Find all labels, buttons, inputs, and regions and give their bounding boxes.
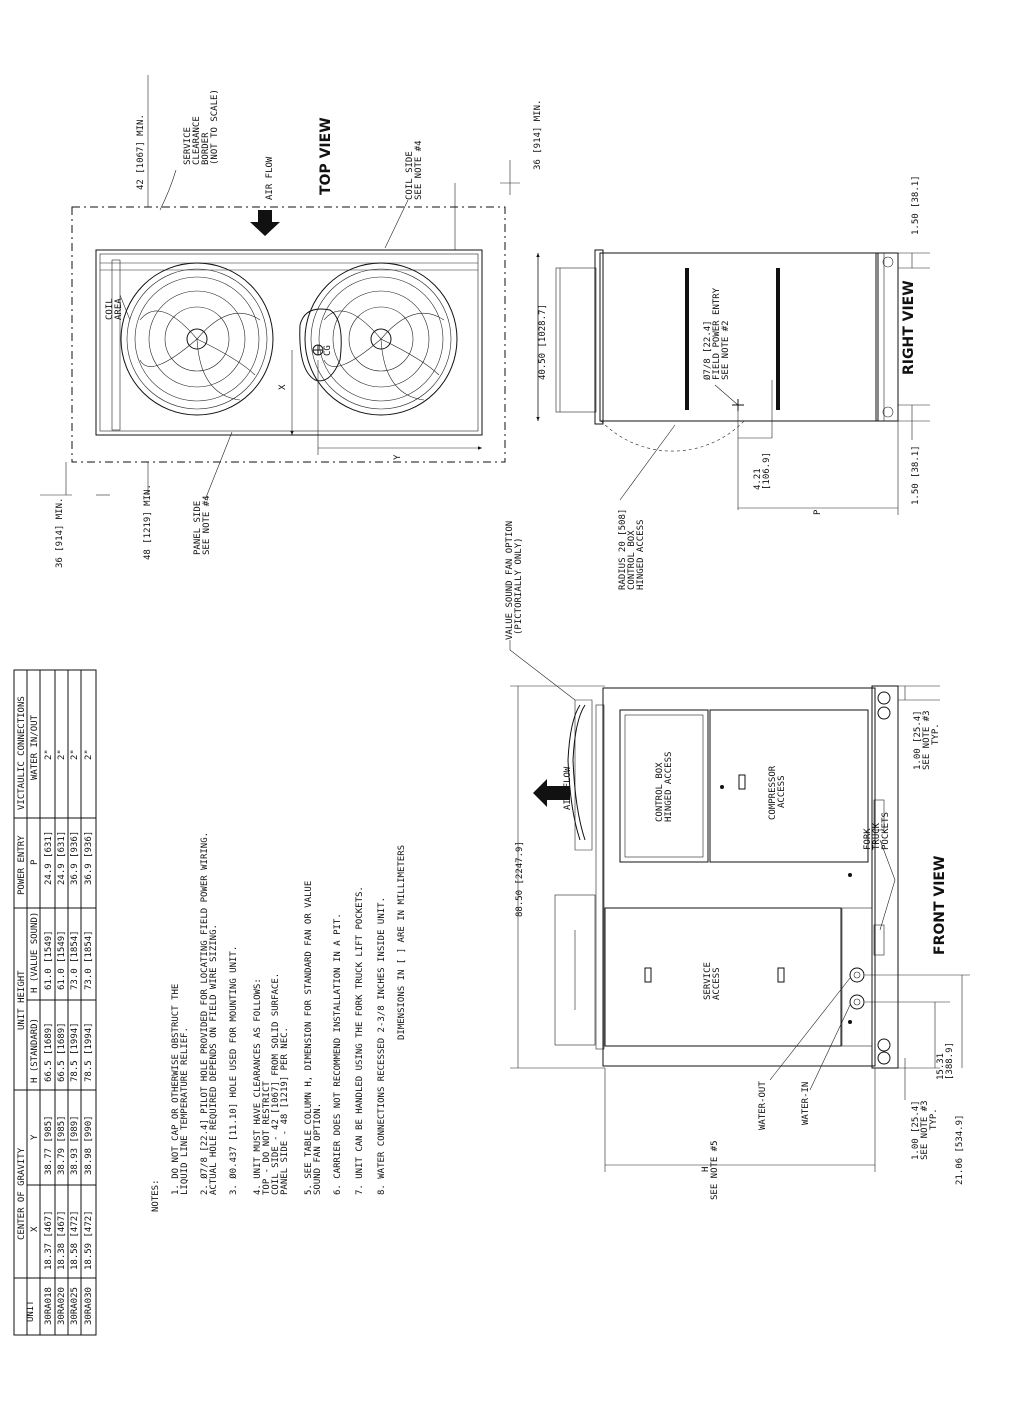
coil-side-note: SEE NOTE #4 [414, 140, 424, 200]
unit-outline-right [600, 253, 878, 421]
note-5: 5. SEE TABLE COLUMN H, DIMENSION FOR STANDARD FAN OR VALUE [304, 880, 314, 1195]
right-view-title: RIGHT VIEW [901, 280, 917, 375]
cell-x: 18.59 [472] [84, 1210, 94, 1270]
th-power: POWER ENTRY [17, 835, 27, 895]
dim-right-clearance: 36 [914] MIN. [533, 99, 543, 170]
right-view [538, 175, 930, 590]
cell-water: 2" [70, 749, 80, 760]
table-row [57, 749, 67, 1325]
dim-1531: 15.31 [936, 1052, 946, 1080]
cg-label: CG [323, 345, 333, 356]
service-panel [605, 908, 841, 1046]
note-4d: PANEL SIDE - 48 [1219] PER NEC. [280, 1027, 290, 1195]
fork-label-2: TRUCK [872, 822, 882, 850]
th-p: P [30, 859, 40, 865]
compressor-label-2: ACCESS [777, 775, 787, 808]
control-box-label-2: HINGED ACCESS [664, 751, 674, 822]
table-row [44, 749, 54, 1325]
cell-unit: 30RA030 [84, 1287, 94, 1325]
cell-h-vs: 73.0 [1854] [84, 930, 94, 990]
value-sound-label-2: (PICTORIALLY ONLY) [514, 537, 524, 635]
cell-unit: 30RA020 [57, 1287, 67, 1325]
unit-outline-top [96, 250, 482, 435]
front-view [505, 521, 970, 1200]
compressor-label: COMPRESSOR [768, 765, 778, 820]
power-entry-label-3: SEE NOTE #2 [721, 320, 731, 380]
dim-150-top: 1.50 [38.1] [911, 175, 921, 235]
service-clearance-border [72, 207, 505, 462]
notes [151, 832, 407, 1212]
coil-side-label: COIL SIDE [405, 151, 415, 200]
note-7: 7. UNIT CAN BE HANDLED USING THE FORK TRUCK LIFT POCKETS. [355, 886, 365, 1195]
water-in-label: WATER-IN [801, 1081, 811, 1125]
radius-label: RADIUS 20 [508] [618, 508, 628, 590]
cell-water: 2" [44, 749, 54, 760]
value-sound-label: VALUE SOUND FAN OPTION [505, 520, 515, 640]
cell-h-vs: 61.0 [1549] [44, 930, 54, 990]
fan-1 [121, 263, 273, 415]
cell-x: 18.37 [467] [44, 1210, 54, 1270]
th-water: WATER IN/OUT [30, 714, 40, 780]
th-h-vs: H (VALUE SOUND) [30, 911, 40, 993]
radius-label-2: CONTROL BOX [627, 530, 637, 590]
control-box-label: CONTROL BOX [655, 762, 665, 822]
note-2b: ACTUAL HOLE REQUIRED DEPENDS ON FIELD WIRE SIZING. [209, 924, 219, 1195]
cell-x: 18.38 [467] [57, 1210, 67, 1270]
unit-outline-front [603, 688, 875, 1066]
dim-bottom-clearance: 48 [1219] MIN. [143, 484, 153, 560]
fan-2 [305, 263, 457, 415]
panel-side-label: PANEL SIDE [193, 500, 203, 555]
note-1: 1. DO NOT CAP OR OTHERWISE OBSTRUCT THE [171, 983, 181, 1195]
service-label: SERVICE [703, 962, 713, 1000]
front-length-dim: 88.50 [2247.9] [515, 841, 525, 917]
table-row [84, 749, 94, 1325]
power-entry-label-2: FIELD POWER ENTRY [712, 287, 722, 380]
notes-title: NOTES: [151, 1179, 161, 1212]
cell-unit: 30RA025 [70, 1287, 80, 1325]
radius-label-3: HINGED ACCESS [636, 519, 646, 590]
compressor-panel [710, 710, 868, 862]
note-5b: SOUND FAN OPTION. [313, 1102, 323, 1195]
note-2: 2. Ø7/8 [22.4] PILOT HOLE PROVIDED FOR LOCATING FIELD POWER WIRING. [200, 831, 210, 1195]
air-flow-label: AIR FLOW [265, 156, 275, 200]
cell-unit: 30RA018 [44, 1287, 54, 1325]
cell-h-std: 66.5 [1689] [44, 1022, 54, 1082]
note-6: 6. CARRIER DOES NOT RECOMMEND INSTALLATION IN A PIT. [333, 913, 343, 1195]
table-row [70, 749, 80, 1325]
note-4: 4. UNIT MUST HAVE CLEARANCES AS FOLLOWS: [253, 978, 263, 1195]
y-dim: Y [393, 454, 403, 460]
dim-top-clearance: 42 [1067] MIN. [136, 114, 146, 190]
note-8: 8. WATER CONNECTIONS RECESSED 2-3/8 INCHES INSIDE UNIT. [377, 896, 387, 1195]
power-entry-label: Ø7/8 [22.4] [703, 320, 713, 380]
cell-y: 38.98 [990] [84, 1115, 94, 1175]
th-vic: VICTAULIC CONNECTIONS [17, 696, 27, 810]
cell-h-std: 66.5 [1689] [57, 1022, 67, 1082]
water-out-label: WATER-OUT [758, 1081, 768, 1130]
cell-p: 24.9 [631] [57, 830, 67, 885]
note-4b: TOP - DO NOT RESTRICT [262, 1081, 272, 1195]
top-view [40, 75, 543, 568]
fork-label-3: POCKETS [881, 812, 891, 850]
coil-area-label: COILAREA [105, 298, 124, 320]
data-table [14, 670, 96, 1335]
cell-h-std: 78.5 [1994] [70, 1022, 80, 1082]
notes-footer: DIMENSIONS IN [ ] ARE IN MILLIMETERS [397, 844, 407, 1040]
note-4c: COIL SIDE - 42 [1067] FROM SOLID SURFACE. [271, 972, 281, 1195]
cell-p: 24.9 [631] [44, 830, 54, 885]
dim-421: 4.21 [753, 468, 763, 490]
dim-100-top-2: SEE NOTE #3 [922, 710, 932, 770]
note-3: 3. Ø0.437 [11.10] HOLE USED FOR MOUNTING UNIT. [229, 945, 239, 1195]
cell-y: 38.77 [985] [44, 1115, 54, 1175]
dim-2106: 21.06 [534.9] [955, 1114, 965, 1185]
cell-p: 36.9 [936] [70, 830, 80, 885]
x-dim: X [278, 384, 288, 390]
dim-100-bottom-3: TYP. [929, 1108, 939, 1130]
dim-421b: [106.9] [762, 452, 772, 490]
cell-water: 2" [57, 749, 67, 760]
cell-h-vs: 61.0 [1549] [57, 930, 67, 990]
dim-1531b: [388.9] [945, 1042, 955, 1080]
top-view-title: TOP VIEW [318, 117, 334, 195]
dim-100-top-3: TYP. [931, 723, 941, 745]
dim-left-clearance: 36 [914] MIN. [55, 497, 65, 568]
th-y: Y [30, 1134, 40, 1140]
th-unit: UNIT [26, 1300, 36, 1322]
service-clearance-label: SERVICECLEARANCEBORDER(NOT TO SCALE) [183, 89, 220, 165]
air-flow-arrow [250, 210, 280, 236]
water-in-connection [850, 995, 864, 1009]
cell-h-vs: 73.0 [1854] [70, 930, 80, 990]
h-dim-note: SEE NOTE #5 [710, 1140, 720, 1200]
note-1b: LIQUID LINE TEMPERATURE RELIEF. [180, 1027, 190, 1195]
th-cog: CENTER OF GRAVITY [17, 1147, 27, 1240]
dim-100-top: 1.00 [25.4] [913, 710, 923, 770]
front-view-title: FRONT VIEW [932, 855, 948, 955]
h-dim: H [701, 1166, 711, 1172]
dim-100-bottom-2: SEE NOTE #3 [920, 1100, 930, 1160]
cell-p: 36.9 [936] [84, 830, 94, 885]
service-label-2: ACCESS [712, 967, 722, 1000]
panel-side-note: SEE NOTE #4 [202, 495, 212, 555]
water-out-connection [850, 968, 864, 982]
cell-y: 38.93 [989] [70, 1115, 80, 1175]
p-dim: P [813, 509, 823, 515]
th-x: X [30, 1226, 40, 1232]
cell-water: 2" [84, 749, 94, 760]
dim-150-bottom: 1.50 [38.1] [911, 445, 921, 505]
right-height-dim: 40.50 [1028.7] [538, 304, 548, 380]
cell-x: 18.58 [472] [70, 1210, 80, 1270]
th-h-std: H (STANDARD) [30, 1017, 40, 1083]
cell-y: 38.79 [985] [57, 1115, 67, 1175]
th-height: UNIT HEIGHT [17, 970, 27, 1030]
fork-label: FORK [863, 828, 873, 850]
cell-h-std: 78.5 [1994] [84, 1022, 94, 1082]
dim-100-bottom: 1.00 [25.4] [911, 1100, 921, 1160]
front-air-flow-label: AIR FLOW [563, 766, 573, 810]
